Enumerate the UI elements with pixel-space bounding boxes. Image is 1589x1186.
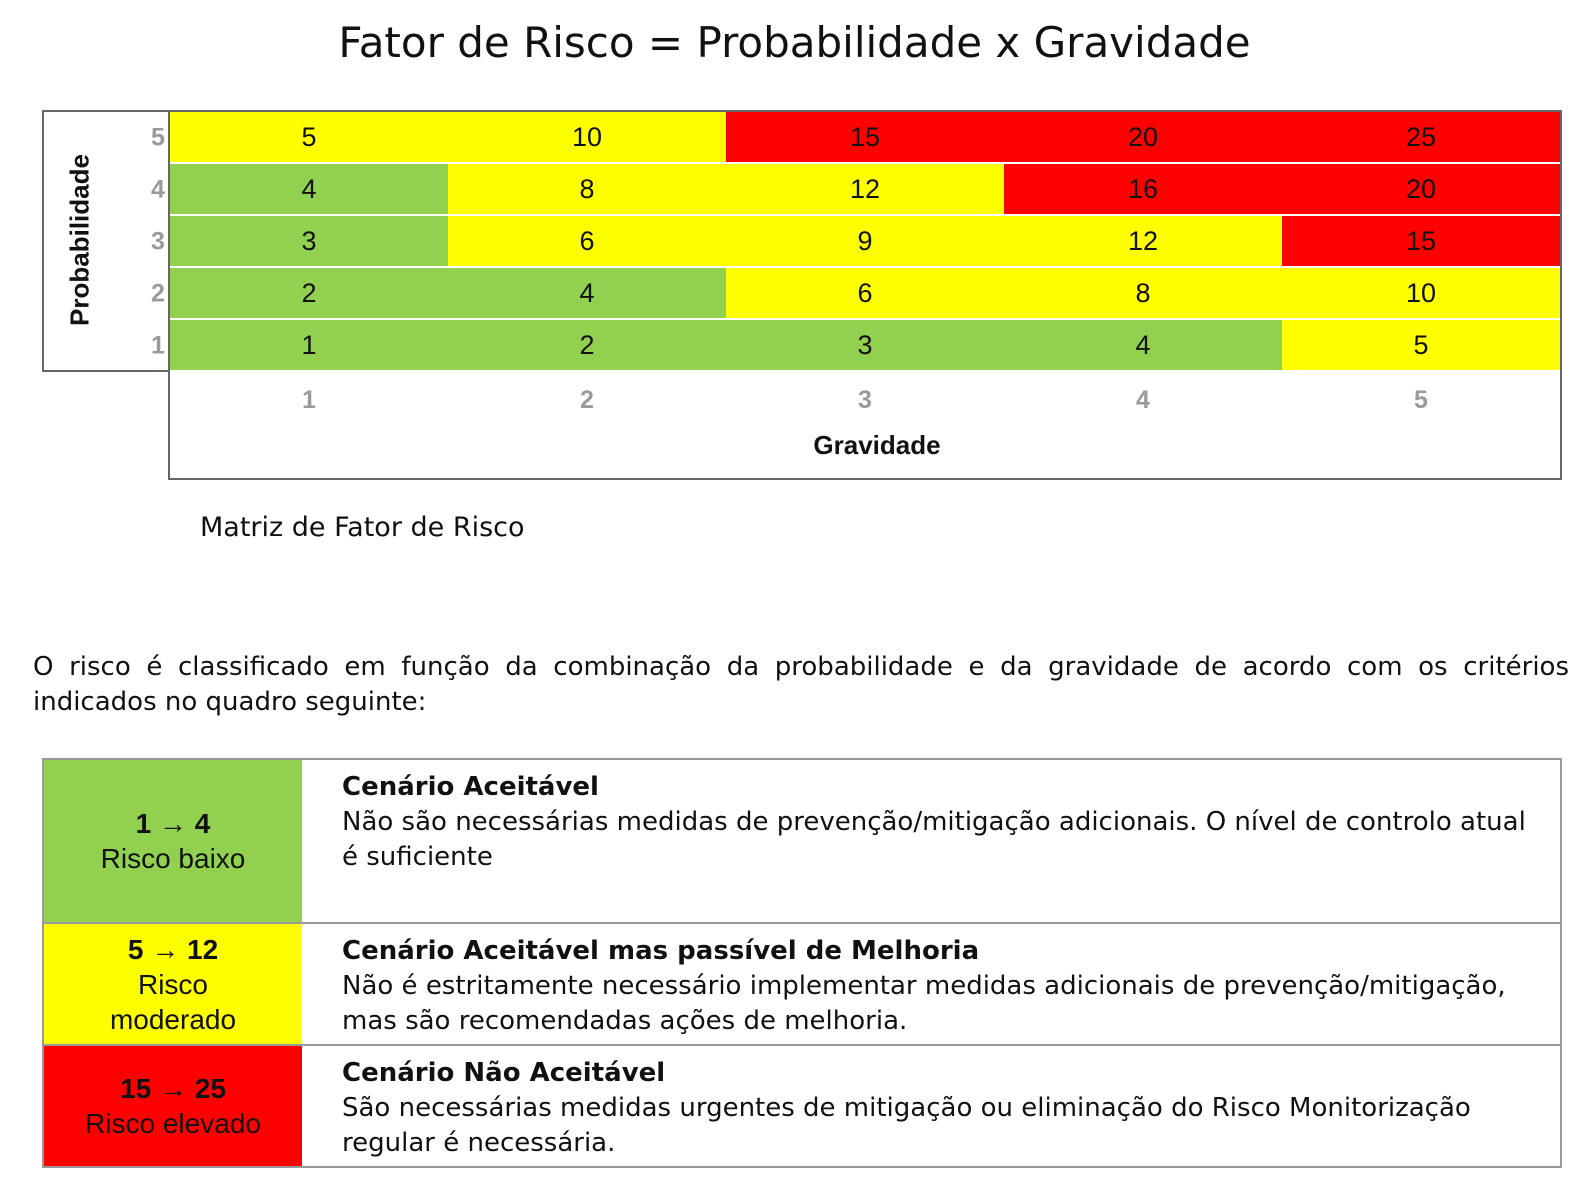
y-tick: 1 — [151, 331, 165, 360]
description-cell — [302, 924, 1560, 1044]
criteria-row-high — [44, 1046, 1560, 1166]
matrix-cell: 2 — [170, 268, 448, 320]
x-tick: 5 — [1414, 386, 1428, 414]
level-cell — [44, 924, 302, 1044]
range-label: 5 → 12 — [127, 933, 219, 965]
scenario-heading: Cenário Não Aceitável — [342, 1058, 666, 1088]
level-label: Risco — [137, 968, 208, 1000]
matrix-cell: 12 — [726, 164, 1004, 216]
scenario-heading: Cenário Aceitável mas passível de Melhoria — [342, 936, 980, 966]
y-tick: 2 — [151, 279, 165, 308]
criteria-row-moderate — [44, 924, 1560, 1046]
matrix-cell: 2 — [448, 320, 726, 372]
level-label: Risco baixo — [100, 843, 246, 874]
matrix-cell: 9 — [726, 216, 1004, 268]
matrix-cell: 1 — [170, 320, 448, 372]
page-title: Fator de Risco = Probabilidade x Gravidade — [338, 18, 1251, 67]
matrix-cell: 3 — [726, 320, 1004, 372]
x-tick: 1 — [302, 386, 316, 414]
matrix-cell: 20 — [1004, 112, 1282, 164]
matrix-cell: 6 — [726, 268, 1004, 320]
description-cell — [302, 760, 1560, 922]
matrix-cell: 4 — [1004, 320, 1282, 372]
x-tick: 2 — [580, 386, 594, 414]
matrix-caption: Matriz de Fator de Risco — [200, 512, 525, 543]
level-label: Risco elevado — [85, 1108, 261, 1139]
matrix-cell: 4 — [448, 268, 726, 320]
y-tick: 5 — [151, 123, 165, 152]
y-tick: 3 — [151, 227, 165, 256]
scenario-description: São necessárias medidas urgentes de mitigação ou eliminação do Risco Monitorização regular é necessária. — [342, 1093, 1471, 1158]
matrix-cell: 12 — [1004, 216, 1282, 268]
matrix-cell: 8 — [448, 164, 726, 216]
criteria-table — [42, 758, 1562, 1168]
level-label: moderado — [109, 1003, 237, 1035]
scenario-description: Não é estritamente necessário implementar medidas adicionais de prevenção/mitigação, mas são recomendadas ações de melhoria. — [342, 971, 1506, 1036]
matrix-cell: 5 — [1282, 320, 1560, 372]
matrix-cell: 10 — [1282, 268, 1560, 320]
matrix-cell: 10 — [448, 112, 726, 164]
matrix-cell: 5 — [170, 112, 448, 164]
range-label: 15 → 25 — [120, 1073, 226, 1104]
x-tick: 4 — [1136, 386, 1150, 414]
matrix-cell: 3 — [170, 216, 448, 268]
matrix-cell: 8 — [1004, 268, 1282, 320]
level-cell — [44, 1046, 302, 1166]
matrix-cell: 25 — [1282, 112, 1560, 164]
matrix-cell: 15 — [726, 112, 1004, 164]
scenario-description: Não são necessárias medidas de prevenção/mitigação adicionais. O nível de controlo atual é suficiente — [342, 807, 1526, 872]
risk-matrix — [170, 112, 1560, 372]
y-tick: 4 — [151, 175, 165, 204]
level-cell — [44, 760, 302, 922]
matrix-cell: 20 — [1282, 164, 1560, 216]
intro-paragraph: O risco é classificado em função da combinação da probabilidade e da gravidade de acordo com os critérios indicados no quadro seguinte: — [33, 652, 1569, 717]
matrix-cell: 4 — [170, 164, 448, 216]
description-cell — [302, 1046, 1560, 1166]
x-tick: 3 — [858, 386, 872, 414]
matrix-cell: 15 — [1282, 216, 1560, 268]
matrix-cell: 16 — [1004, 164, 1282, 216]
criteria-row-low — [44, 760, 1560, 924]
scenario-heading: Cenário Aceitável — [342, 772, 599, 802]
y-axis-label: Probabilidade — [64, 154, 95, 326]
range-label: 1 → 4 — [135, 808, 211, 839]
x-axis-label: Gravidade — [813, 430, 941, 460]
matrix-cell: 6 — [448, 216, 726, 268]
